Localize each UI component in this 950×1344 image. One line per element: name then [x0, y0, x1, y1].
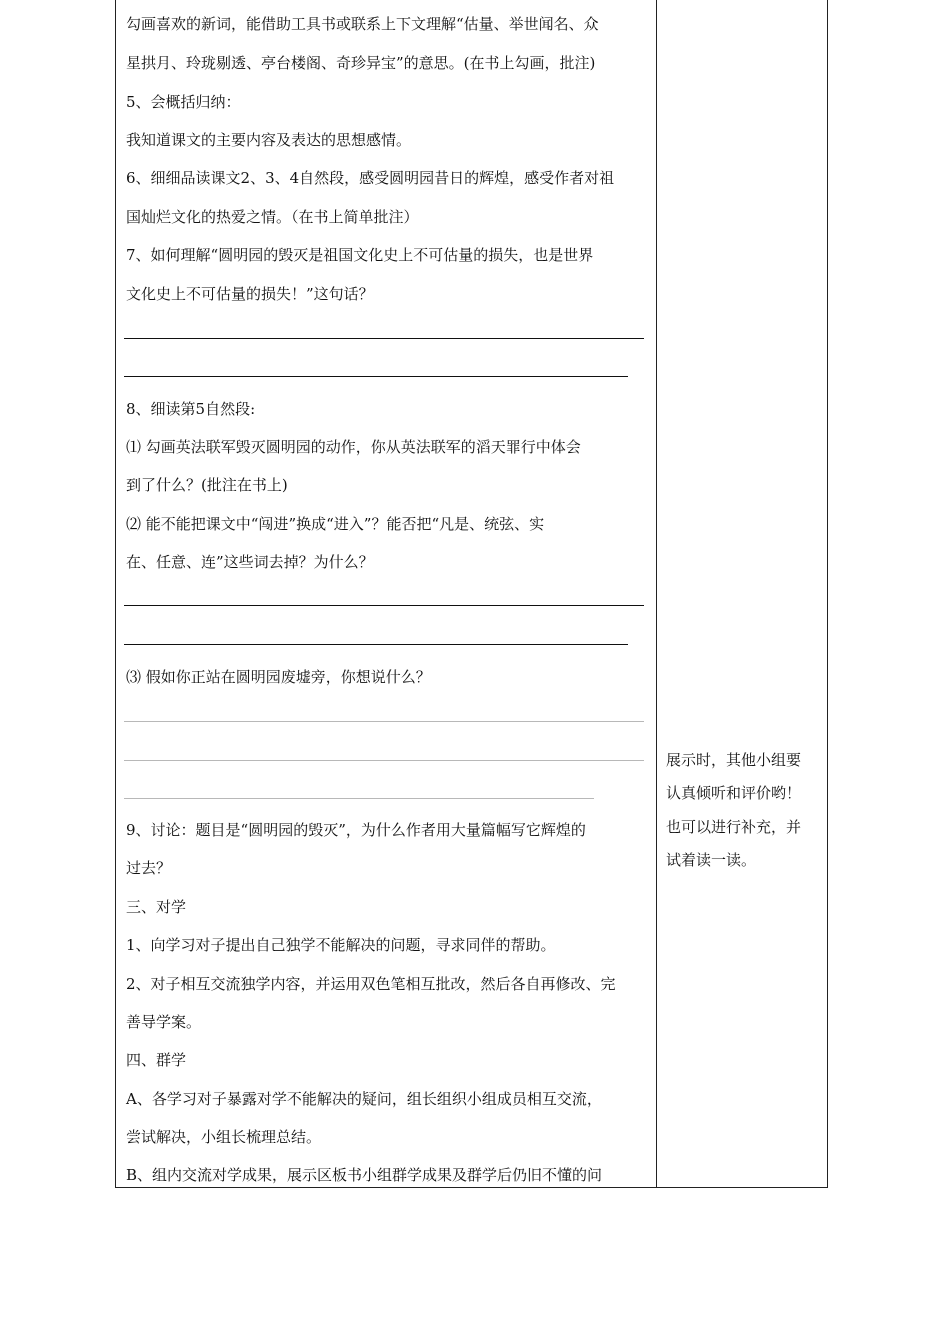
text-line: B、组内交流对学成果，展示区板书小组群学成果及群学后仍旧不懂的问 — [126, 1166, 603, 1184]
text-line: 善导学案。 — [126, 1013, 202, 1031]
answer-line[interactable] — [124, 605, 644, 606]
text-line: 到了什么？(批注在书上) — [126, 476, 288, 494]
text-line: 星拱月、玲珑剔透、亭台楼阁、奇珍异宝”的意思。(在书上勾画，批注) — [126, 54, 596, 72]
answer-line[interactable] — [124, 338, 644, 339]
text-line: ⑶ 假如你正站在圆明园废墟旁，你想说什么？ — [126, 668, 431, 686]
text-line: 文化史上不可估量的损失！”这句话？ — [126, 285, 374, 303]
text-line: A、各学习对子暴露对学不能解决的疑问，组长组织小组成员相互交流， — [126, 1090, 602, 1108]
note-line: 展示时，其他小组要 — [666, 751, 802, 769]
text-line: 尝试解决，小组长梳理总结。 — [126, 1128, 322, 1146]
text-line: 在、任意、连”这些词去掉？为什么？ — [126, 553, 374, 571]
note-line: 认真倾听和评价哟！ — [666, 784, 802, 802]
answer-line[interactable] — [124, 644, 628, 645]
text-line: 我知道课文的主要内容及表达的思想感情。 — [126, 131, 412, 149]
answer-line[interactable] — [124, 760, 644, 761]
text-line: 过去？ — [126, 859, 172, 877]
section-heading: 三、对学 — [126, 898, 187, 916]
text-line: 国灿烂文化的热爱之情。（在书上简单批注） — [126, 208, 419, 226]
text-line: 7、如何理解“圆明园的毁灭是祖国文化史上不可估量的损失，也是世界 — [126, 246, 594, 264]
note-line: 也可以进行补充，并 — [666, 818, 802, 836]
answer-line[interactable] — [124, 721, 644, 722]
note-line: 试着读一读。 — [666, 851, 757, 869]
column-divider — [656, 0, 657, 1187]
text-line: ⑵ 能不能把课文中“闯进”换成“进入”？能否把“凡是、统弦、实 — [126, 515, 545, 533]
text-line: 1、向学习对子提出自己独学不能解决的问题，寻求同伴的帮助。 — [126, 936, 556, 954]
text-line: 2、对子相互交流独学内容，并运用双色笔相互批改，然后各自再修改、完 — [126, 975, 616, 993]
worksheet-table — [115, 0, 828, 1188]
text-line: ⑴ 勾画英法联军毁灭圆明园的动作，你从英法联军的滔天罪行中体会 — [126, 438, 581, 456]
answer-line[interactable] — [124, 376, 628, 377]
text-line: 8、细读第5自然段: — [126, 400, 256, 418]
text-line: 勾画喜欢的新词，能借助工具书或联系上下文理解“估量、举世闻名、众 — [126, 15, 599, 33]
text-line: 5、会概括归纳： — [126, 93, 241, 111]
answer-line[interactable] — [124, 798, 594, 799]
text-line: 9、讨论：题目是“圆明园的毁灭”，为什么作者用大量篇幅写它辉煌的 — [126, 821, 586, 839]
section-heading: 四、群学 — [126, 1051, 187, 1069]
text-line: 6、细细品读课文2、3、4自然段，感受圆明园昔日的辉煌，感受作者对祖 — [126, 169, 615, 187]
